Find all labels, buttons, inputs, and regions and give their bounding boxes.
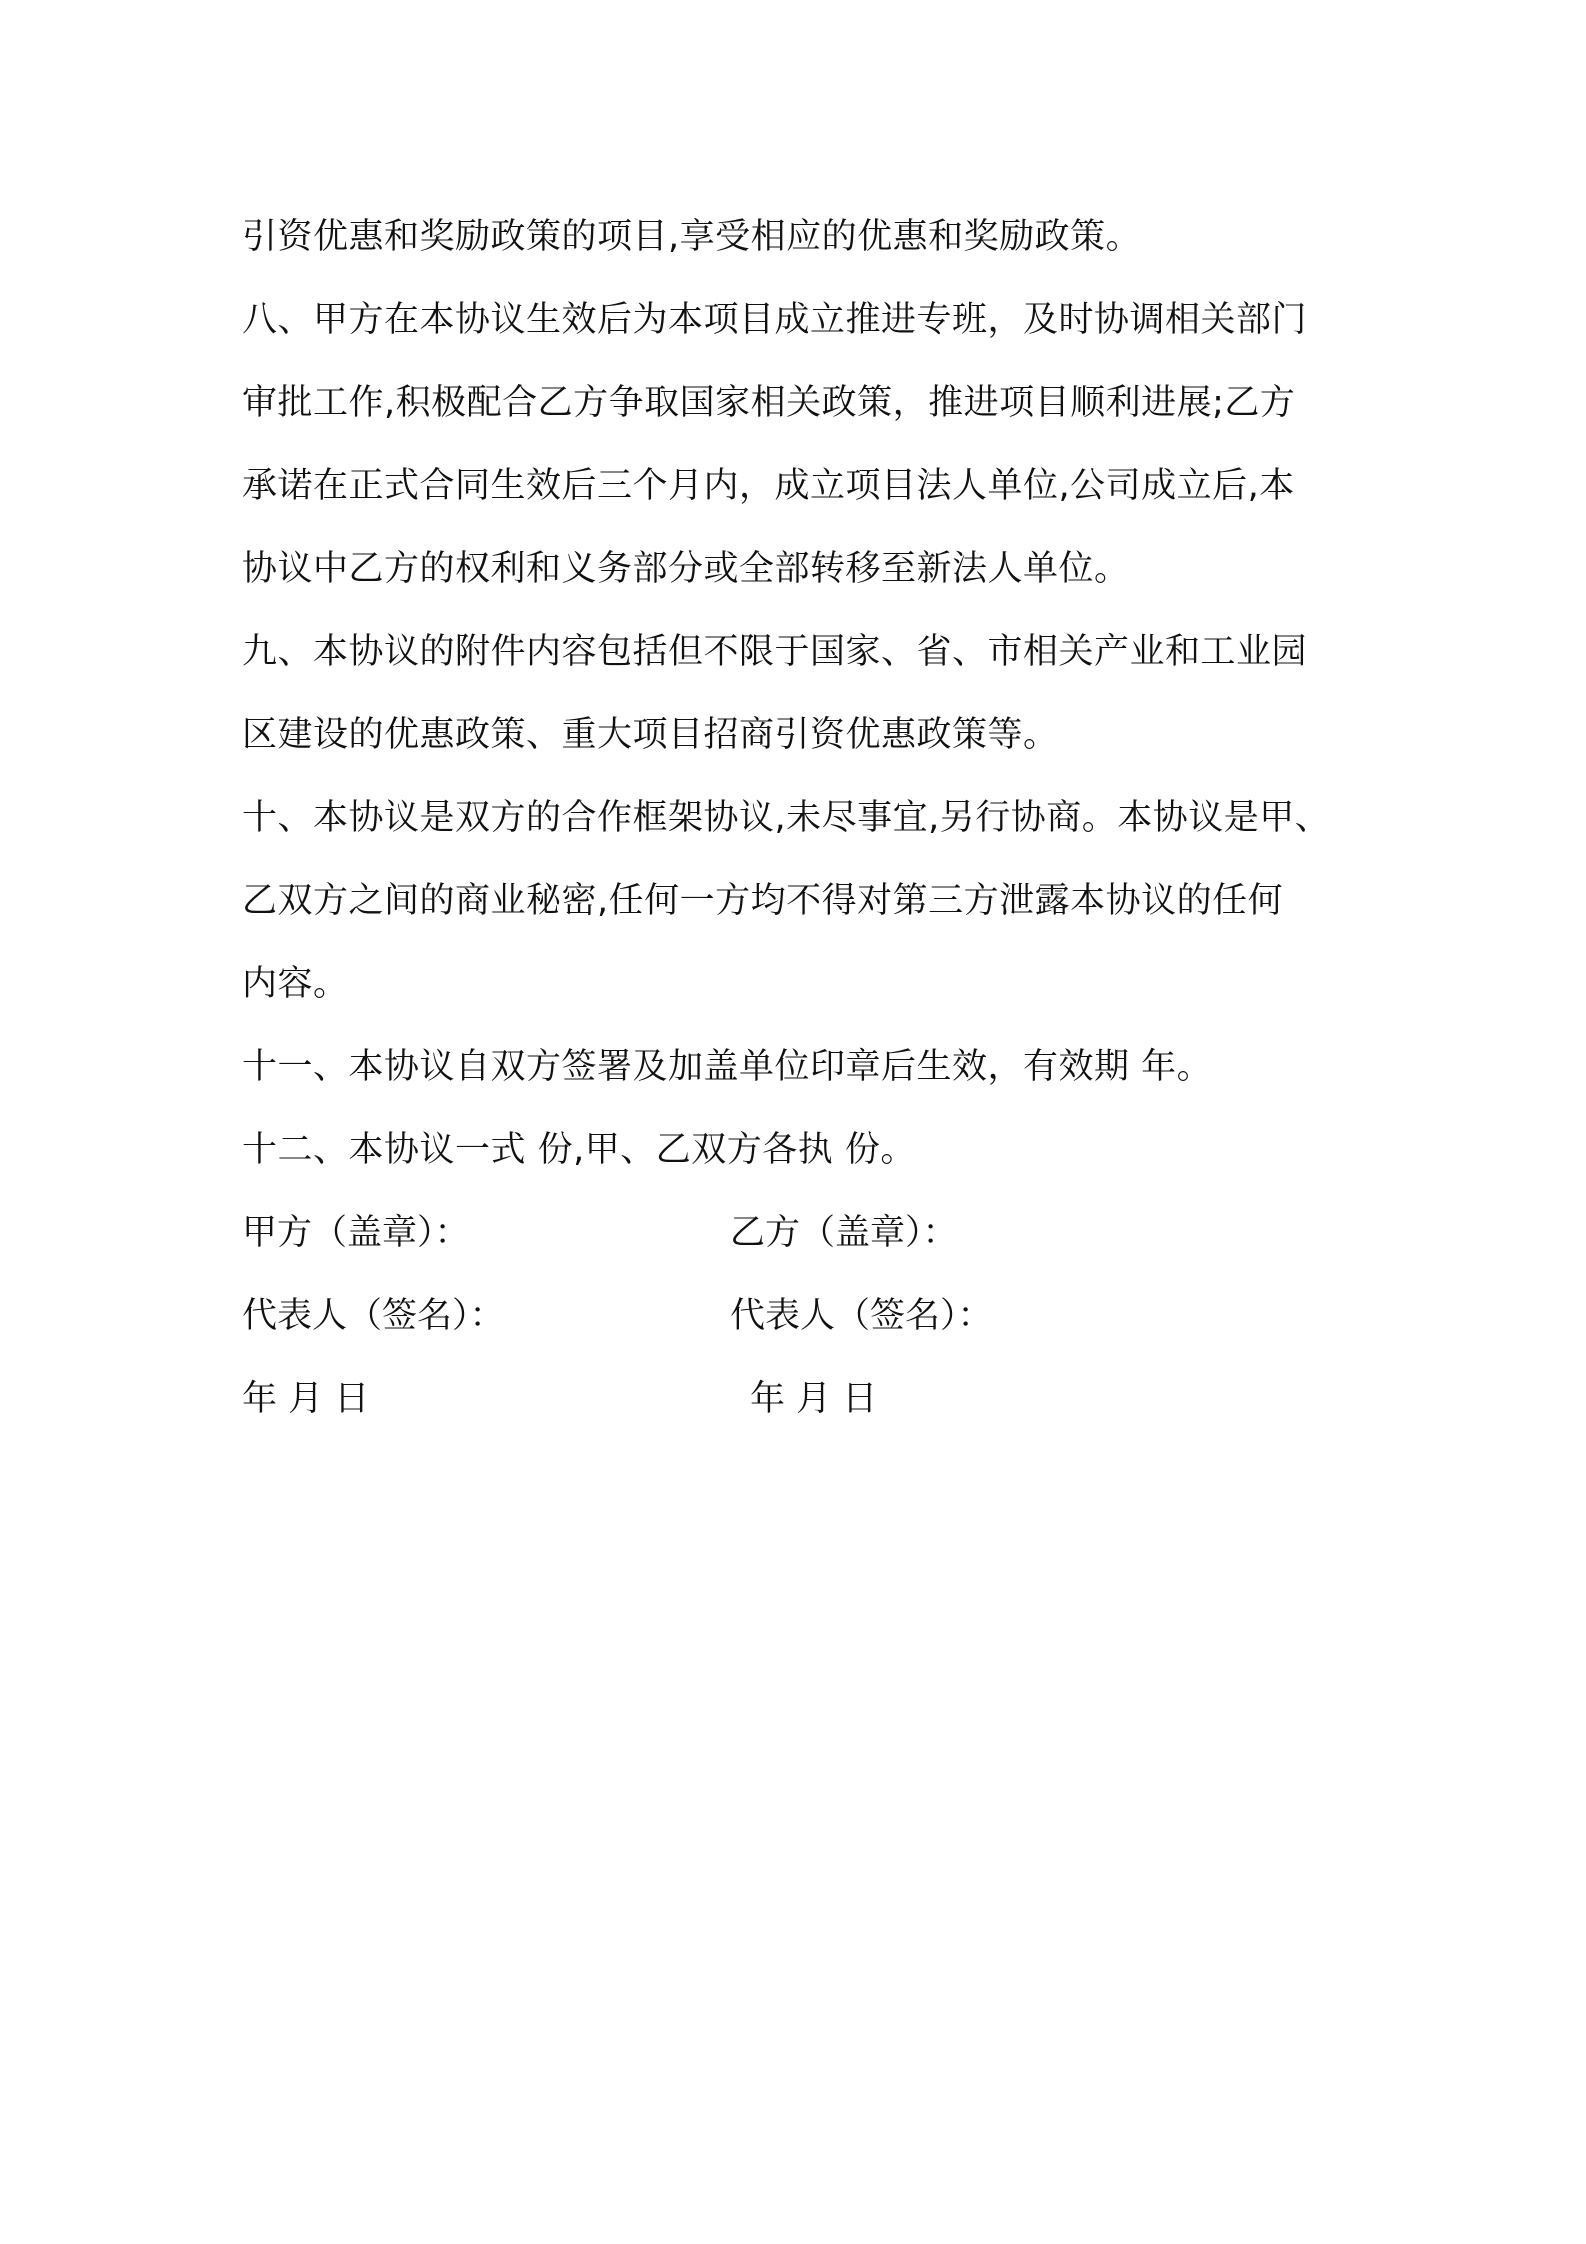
clause-8-line: 八、甲方在本协议生效后为本项目成立推进专班，及时协调相关部门	[242, 300, 1308, 340]
clause-8-line: 承诺在正式合同生效后三个月内，成立项目法人单位,公司成立后,本	[242, 466, 1295, 506]
clause-9-line: 区建设的优惠政策、重大项目招商引资优惠政策等。	[242, 715, 1059, 755]
date-row	[242, 1358, 1392, 1441]
party-a-date-label: 年 月 日	[242, 1379, 370, 1419]
clause-10-line: 内容。	[242, 964, 349, 1004]
seal-row	[242, 1192, 1392, 1275]
clause-8-line: 协议中乙方的权利和义务部分或全部转移至新法人单位。	[242, 549, 1130, 589]
document-body	[242, 196, 1392, 1441]
party-b-seal-label: 乙方（盖章）：	[730, 1213, 958, 1253]
clause-10-line: 乙双方之间的商业秘密,任何一方均不得对第三方泄露本协议的任何	[242, 881, 1284, 921]
clause-10-line: 十、本协议是双方的合作框架协议,未尽事宜,另行协商。本协议是甲、	[242, 798, 1331, 838]
party-b-rep-label: 代表人（签名）：	[730, 1296, 993, 1336]
clause-12-line: 十二、本协议一式 份,甲、乙双方各执 份。	[242, 1130, 916, 1170]
paragraph-line: 引资优惠和奖励政策的项目,享受相应的优惠和奖励政策。	[242, 217, 1142, 257]
representative-row	[242, 1275, 1392, 1358]
party-a-rep-label: 代表人（签名）：	[242, 1296, 505, 1336]
party-a-seal-label: 甲方（盖章）：	[242, 1213, 470, 1253]
clause-11-line: 十一、本协议自双方签署及加盖单位印章后生效，有效期 年。	[242, 1047, 1213, 1087]
party-b-date-label: 年 月 日	[750, 1379, 878, 1419]
clause-9-line: 九、本协议的附件内容包括但不限于国家、省、市相关产业和工业园	[242, 632, 1308, 672]
clause-8-line: 审批工作,积极配合乙方争取国家相关政策，推进项目顺利进展;乙方	[242, 383, 1296, 423]
